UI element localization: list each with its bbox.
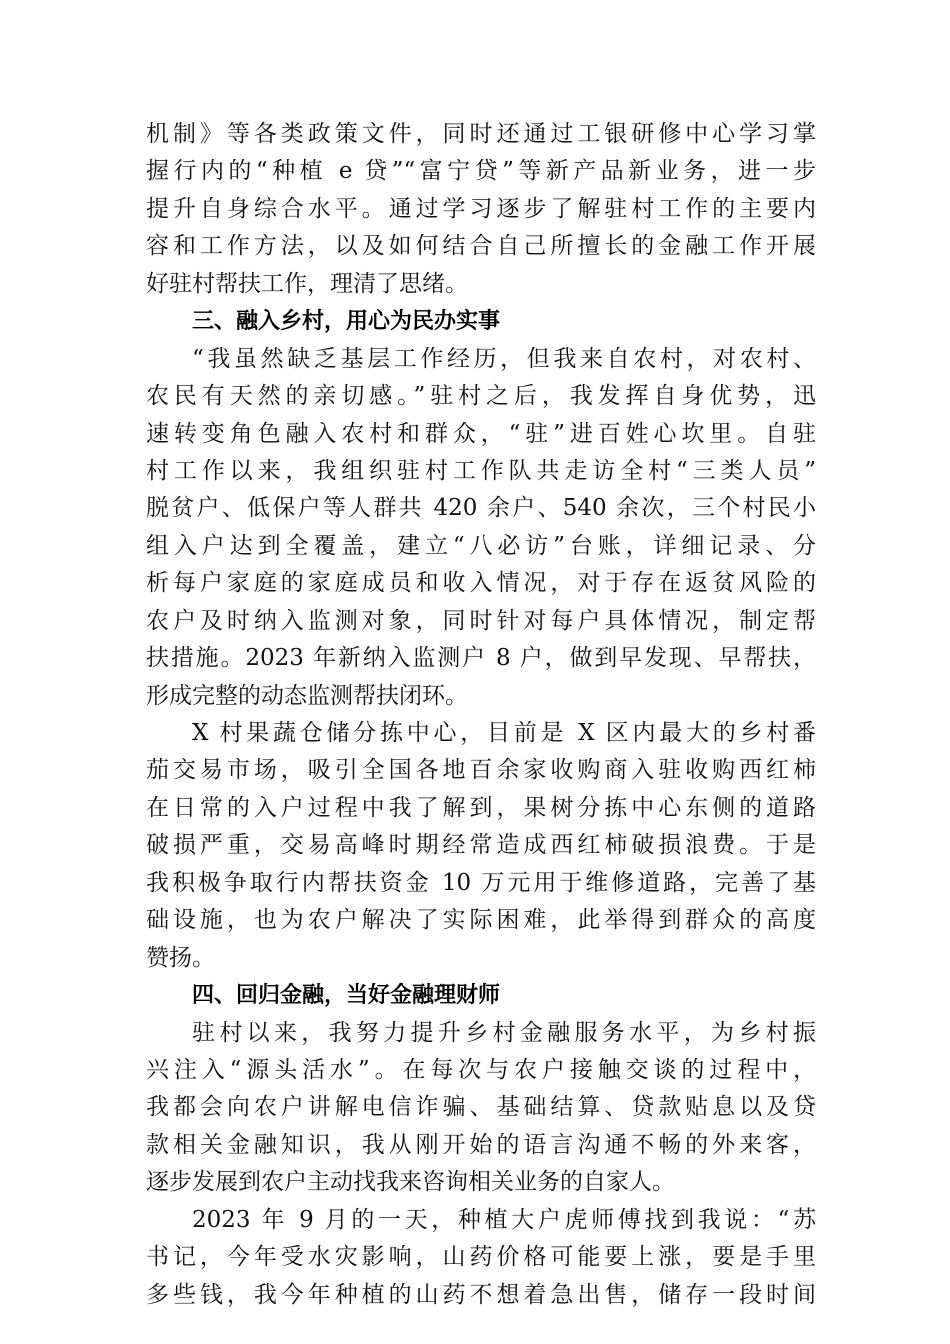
body-line: 提升自身综合水平。通过学习逐步了解驻村工作的主要内 (146, 195, 816, 222)
body-line: 书记，今年受水灾影响，山药价格可能要上涨，要是手里 (146, 1244, 816, 1271)
body-line: 扶措施。2023 年新纳入监测户 8 户，做到早发现、早帮扶， (146, 645, 816, 672)
body-line: 在日常的入户过程中我了解到，果树分拣中心东侧的道路 (146, 794, 816, 821)
body-line: 容和工作方法，以及如何结合自己所擅长的金融工作开展 (146, 233, 816, 260)
document-body (146, 116, 816, 1314)
body-line: 形成完整的动态监测帮扶闭环。 (146, 682, 468, 709)
body-line: 我都会向农户讲解电信诈骗、基础结算、贷款贴息以及贷 (146, 1094, 816, 1121)
body-line: 握行内的“种植 e 贷”“富宁贷”等新产品新业务，进一步 (146, 158, 816, 185)
body-line: 兴注入“源头活水”。在每次与农户接触交谈的过程中， (146, 1056, 816, 1083)
body-line: 农民有天然的亲切感。”驻村之后，我发挥自身优势，迅 (146, 383, 816, 410)
body-line: 赞扬。 (146, 944, 215, 971)
body-line: 驻村以来，我努力提升乡村金融服务水平，为乡村振 (192, 1019, 816, 1046)
body-line: 速转变角色融入农村和群众，“驻”进百姓心坎里。自驻 (146, 420, 816, 447)
body-line: 脱贫户、低保户等人群共 420 余户、540 余次，三个村民小 (146, 495, 816, 522)
body-line: 础设施，也为农户解决了实际困难，此举得到群众的高度 (146, 907, 816, 934)
section-heading: 四、回归金融，当好金融理财师 (192, 983, 501, 1009)
body-line: 我积极争取行内帮扶资金 10 万元用于维修道路，完善了基 (146, 869, 816, 896)
body-line: 茄交易市场，吸引全国各地百余家收购商入驻收购西红柿 (146, 757, 816, 784)
body-line: 村工作以来，我组织驻村工作队共走访全村“三类人员” (146, 457, 816, 484)
body-line: 机制》等各类政策文件，同时还通过工银研修中心学习掌 (146, 121, 816, 147)
body-line: 逐步发展到农户主动找我来咨询相关业务的自家人。 (146, 1169, 675, 1196)
body-line: 析每户家庭的家庭成员和收入情况，对于存在返贫风险的 (146, 570, 816, 597)
body-line: 农户及时纳入监测对象，同时针对每户具体情况，制定帮 (146, 607, 816, 634)
body-line: 2023 年 9 月的一天，种植大户虎师傅找到我说：“苏 (192, 1206, 816, 1233)
section-heading: 三、融入乡村，用心为民办实事 (192, 309, 501, 335)
body-line: 款相关金融知识，我从刚开始的语言沟通不畅的外来客， (146, 1131, 816, 1158)
body-line: “我虽然缺乏基层工作经历，但我来自农村，对农村、 (192, 345, 816, 372)
body-line: 好驻村帮扶工作，理清了思绪。 (146, 270, 468, 297)
body-line: 多些钱，我今年种植的山药不想着急出售，储存一段时间 (146, 1281, 816, 1308)
body-line: X 村果蔬仓储分拣中心，目前是 X 区内最大的乡村番 (192, 720, 816, 746)
body-line: 破损严重，交易高峰时期经常造成西红柿破损浪费。于是 (146, 832, 816, 859)
body-line: 组入户达到全覆盖，建立“八必访”台账，详细记录、分 (146, 532, 816, 559)
